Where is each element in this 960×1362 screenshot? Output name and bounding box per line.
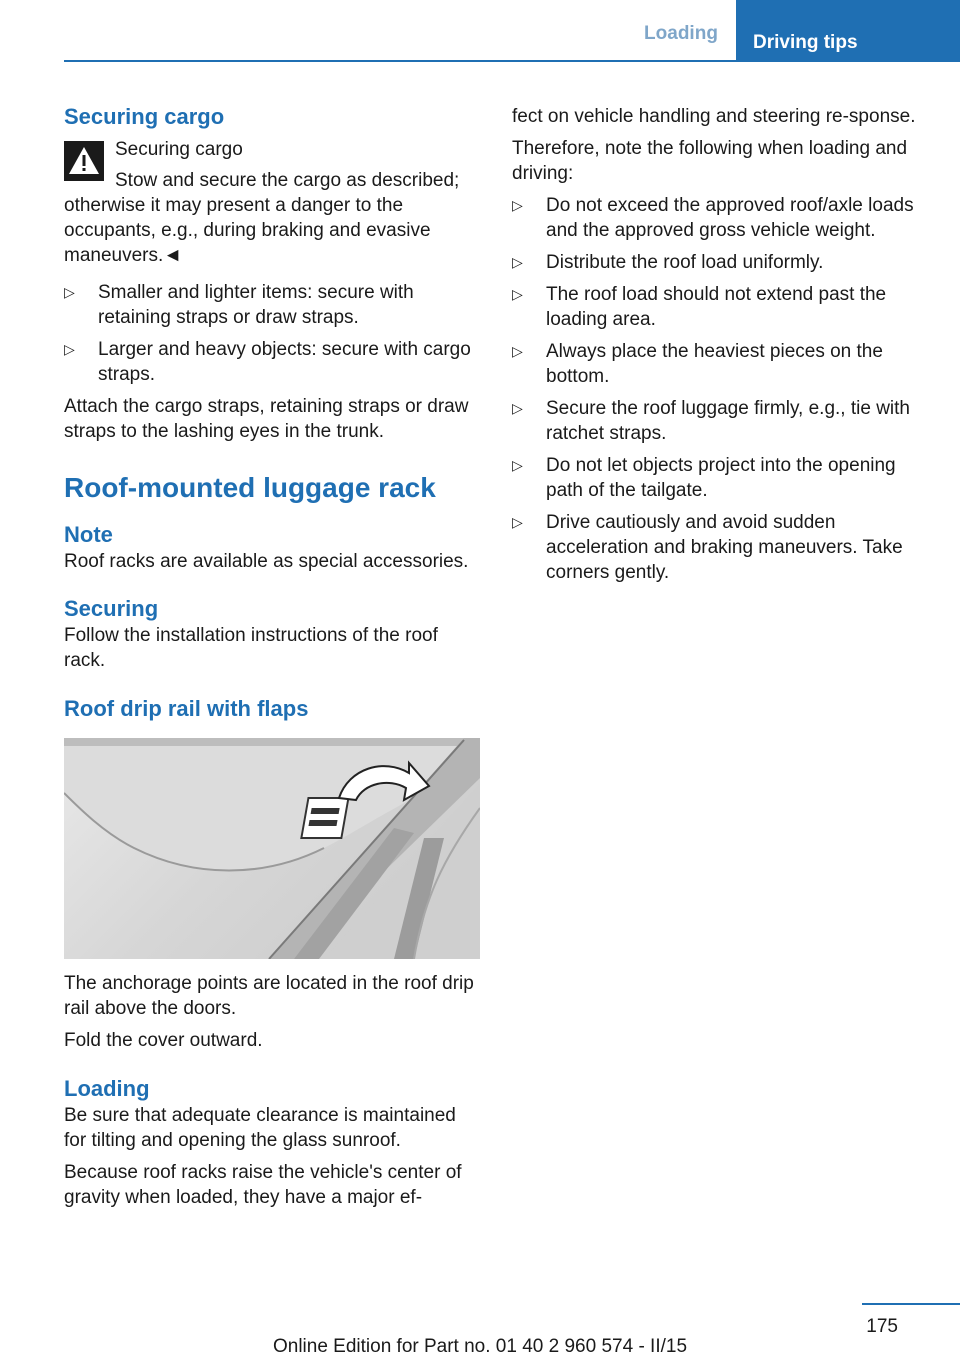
anchorage-text: The anchorage points are located in the roof drip rail above the doors. xyxy=(64,973,474,1019)
header-divider xyxy=(64,60,960,62)
list-item: ▷ Distribute the roof load uniformly. xyxy=(512,252,824,273)
bullet-triangle-icon: ▷ xyxy=(64,284,75,300)
bullet-triangle-icon: ▷ xyxy=(512,400,523,416)
footer-divider xyxy=(862,1303,960,1305)
list-item: ▷ Drive cautiously and avoid sudden acceleration and braking maneuvers. Take corners gently. xyxy=(512,512,903,583)
bullet-triangle-icon: ▷ xyxy=(64,341,75,357)
list-item: ▷ Secure the roof luggage firmly, e.g., tie with ratchet straps. xyxy=(512,398,910,444)
note-heading: Note xyxy=(64,522,113,547)
list-item: ▷ The roof load should not extend past the loading area. xyxy=(512,284,887,330)
bullet-triangle-icon: ▷ xyxy=(512,286,523,302)
roof-drip-rail-image xyxy=(64,738,480,959)
securing-text: Follow the installation instructions of the roof rack. xyxy=(64,625,438,671)
securing-cargo-heading: Securing cargo xyxy=(64,104,225,129)
gravity-text-part2: fect on vehicle handling and steering re-sponse. xyxy=(512,106,916,127)
edition-note: Online Edition for Part no. 01 40 2 960 574 - II/15 xyxy=(272,1336,688,1357)
note-text: Roof racks are available as special accessories. xyxy=(64,551,469,572)
tab-driving-tips[interactable]: Driving tips xyxy=(736,0,960,62)
securing-heading: Securing xyxy=(64,596,159,621)
drip-rail-heading: Roof drip rail with flaps xyxy=(64,696,309,721)
therefore-text: Therefore, note the following when loading and driving: xyxy=(512,138,908,184)
bullet-triangle-icon: ▷ xyxy=(512,254,523,270)
warning-title: Securing cargo xyxy=(115,139,243,160)
attach-text: Attach the cargo straps, retaining straps or draw straps to the lashing eyes in the trunk. xyxy=(64,396,469,442)
roof-drip-rail-illustration xyxy=(64,738,480,959)
warning-block xyxy=(64,137,482,268)
roof-rack-heading: Roof-mounted luggage rack xyxy=(64,472,436,503)
fold-text: Fold the cover outward. xyxy=(64,1030,263,1051)
bullet-triangle-icon: ▷ xyxy=(512,197,523,213)
loading-heading: Loading xyxy=(64,1076,150,1101)
roof-load-bullet-list xyxy=(512,193,932,585)
gravity-text-part1: Because roof racks raise the vehicle's center of gravity when loaded, they have a major ef- xyxy=(64,1162,462,1208)
list-item: ▷ Always place the heaviest pieces on the bottom. xyxy=(512,341,883,387)
warning-icon xyxy=(64,141,104,181)
tab-loading[interactable]: Loading xyxy=(644,23,718,44)
list-item: ▷ Do not let objects project into the opening path of the tailgate. xyxy=(512,455,896,501)
bullet-triangle-icon: ▷ xyxy=(512,457,523,473)
list-item: ▷ Do not exceed the approved roof/axle loads and the approved gross vehicle weight. xyxy=(512,195,914,241)
warning-text: Stow and secure the cargo as described; otherwise it may present a danger to the occupants, e.g., during braking and evasive maneuvers.◄ xyxy=(64,170,460,266)
clearance-text: Be sure that adequate clearance is maintained for tilting and opening the glass sunroof. xyxy=(64,1105,456,1151)
bullet-triangle-icon: ▷ xyxy=(512,343,523,359)
right-column xyxy=(512,100,932,585)
left-column xyxy=(64,100,482,1210)
list-item: ▷ Smaller and lighter items: secure with retaining straps or draw straps. xyxy=(64,282,414,328)
list-item: ▷ Larger and heavy objects: secure with cargo straps. xyxy=(64,339,471,385)
page-number: 175 xyxy=(866,1316,898,1337)
cargo-bullet-list xyxy=(64,280,482,387)
page-header xyxy=(0,0,960,62)
bullet-triangle-icon: ▷ xyxy=(512,514,523,530)
